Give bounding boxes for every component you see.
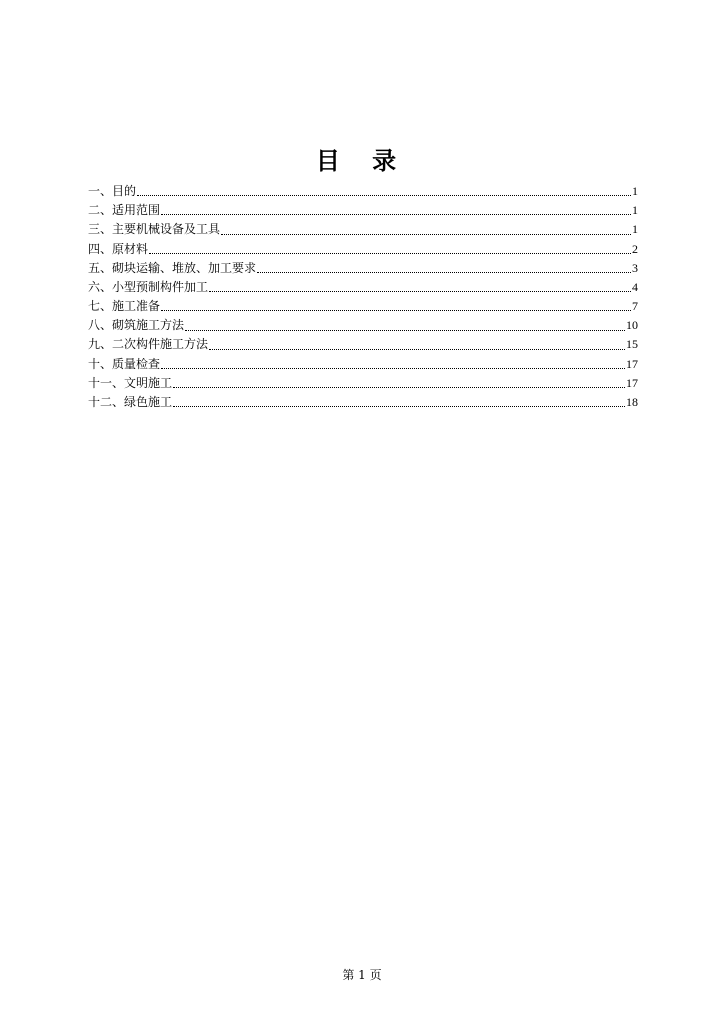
toc-entry[interactable] xyxy=(88,374,638,393)
toc-title: 目 录 xyxy=(315,146,409,175)
toc-entry-page: 17 xyxy=(626,356,638,371)
toc-entry[interactable] xyxy=(88,393,638,412)
toc-entry-label: 三、主要机械设备及工具 xyxy=(88,222,221,237)
toc-entry[interactable] xyxy=(88,240,638,259)
toc-entry[interactable] xyxy=(88,259,638,278)
toc-entry-label: 二、适用范围 xyxy=(88,203,161,218)
toc-entry-label: 九、二次构件施工方法 xyxy=(88,337,209,352)
toc-entry-label: 十、质量检查 xyxy=(88,356,161,371)
toc-dot-leader xyxy=(173,387,625,388)
toc-entry-page: 3 xyxy=(632,260,638,275)
toc-entry-page: 1 xyxy=(632,183,638,198)
toc-entry[interactable] xyxy=(88,297,638,316)
toc-entry-page: 17 xyxy=(626,375,638,390)
toc-dot-leader xyxy=(161,214,631,215)
page-footer: 第 1 页 xyxy=(342,968,382,982)
toc-dot-leader xyxy=(209,291,631,292)
toc-entry-page: 10 xyxy=(626,318,638,333)
toc-entry[interactable] xyxy=(88,316,638,335)
toc-entry-label: 四、原材料 xyxy=(88,241,149,256)
toc-entry[interactable] xyxy=(88,220,638,239)
toc-entry-page: 15 xyxy=(626,337,638,352)
toc-entry[interactable] xyxy=(88,182,638,201)
toc-entry-page: 1 xyxy=(632,222,638,237)
toc-entry[interactable] xyxy=(88,201,638,220)
toc-entry-label: 八、砌筑施工方法 xyxy=(88,318,185,333)
toc-dot-leader xyxy=(161,368,625,369)
toc-dot-leader xyxy=(221,234,631,235)
toc-dot-leader xyxy=(161,310,631,311)
toc-entry[interactable] xyxy=(88,336,638,355)
toc-dot-leader xyxy=(173,406,625,407)
toc-dot-leader xyxy=(185,330,625,331)
toc-entry-label: 五、砌块运输、堆放、加工要求 xyxy=(88,260,257,275)
toc-entry-label: 七、施工准备 xyxy=(88,299,161,314)
toc-entry[interactable] xyxy=(88,355,638,374)
toc-dot-leader xyxy=(257,272,631,273)
toc-entry-page: 18 xyxy=(626,395,638,410)
toc-entry-label: 一、目的 xyxy=(88,183,137,198)
toc-entry[interactable] xyxy=(88,278,638,297)
toc-entry-page: 2 xyxy=(632,241,638,256)
toc-entry-page: 4 xyxy=(632,279,638,294)
toc-entry-label: 十一、文明施工 xyxy=(88,375,173,390)
toc-entry-page: 1 xyxy=(632,203,638,218)
toc-dot-leader xyxy=(209,349,625,350)
toc-entry-label: 十二、绿色施工 xyxy=(88,395,173,410)
toc-list xyxy=(88,182,638,412)
toc-dot-leader xyxy=(137,195,631,196)
toc-dot-leader xyxy=(149,253,631,254)
toc-entry-page: 7 xyxy=(632,299,638,314)
toc-entry-label: 六、小型预制构件加工 xyxy=(88,279,209,294)
